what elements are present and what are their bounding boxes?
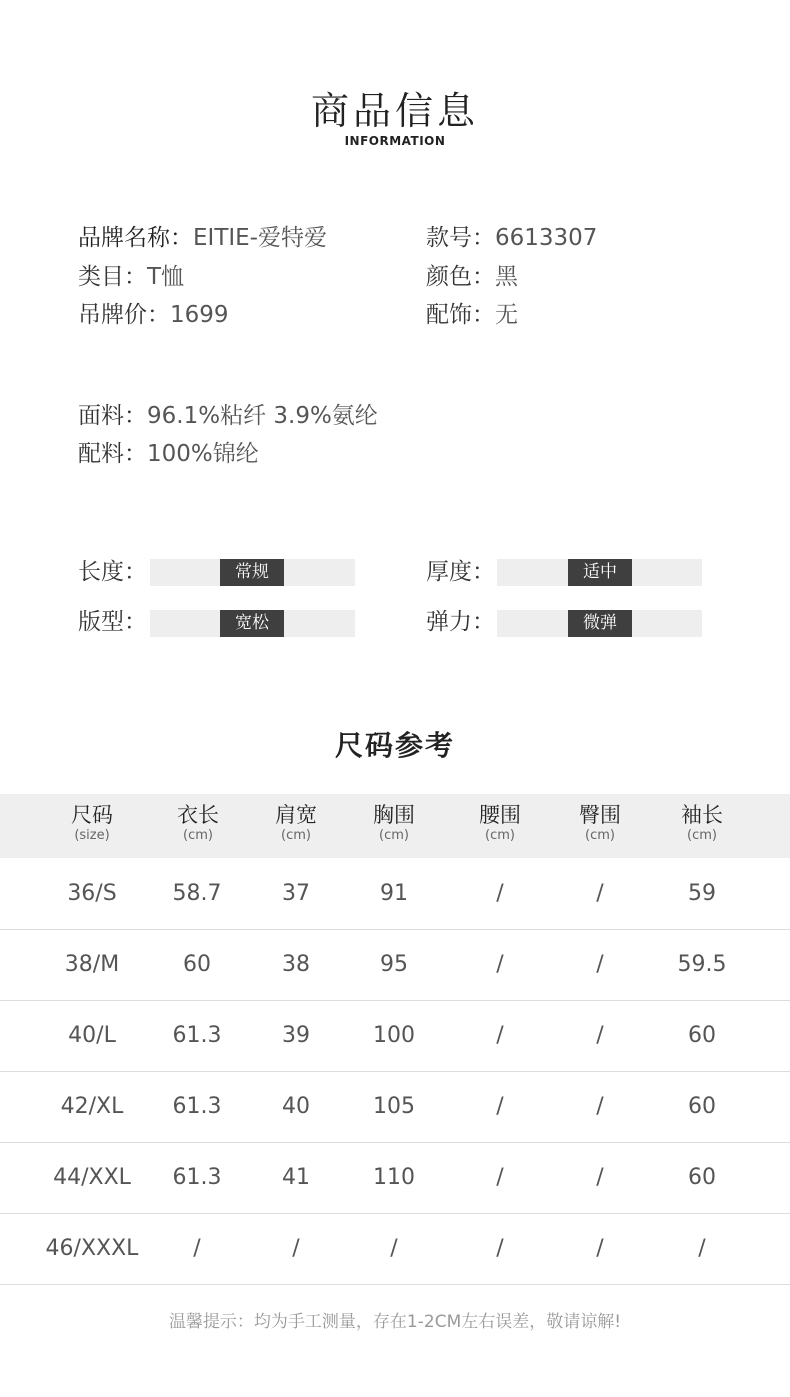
cell-length: 61.3: [172, 1023, 222, 1048]
sku-value: 6613307: [495, 225, 598, 251]
cell-size: 36/S: [67, 881, 117, 906]
cell-size: 42/XL: [60, 1094, 124, 1119]
thickness-scale: [497, 559, 702, 586]
cell-sleeve: 60: [688, 1023, 716, 1048]
cell-size: 38/M: [64, 952, 120, 977]
brand-value: EITIE-爱特爱: [193, 225, 327, 251]
color-info: [426, 262, 518, 292]
col-shoulder-name: 肩宽: [275, 803, 317, 827]
length-value: 常规: [220, 559, 284, 586]
cell-chest: 91: [380, 881, 408, 906]
cell-size: 40/L: [68, 1023, 116, 1048]
col-chest-name: 胸围: [373, 803, 415, 827]
category-label: 类目：: [78, 264, 147, 290]
size-chart-title: 尺码参考: [334, 729, 455, 762]
sku-label: 款号：: [426, 225, 495, 251]
lining-label: 配料：: [78, 441, 147, 467]
cell-size: 44/XXL: [53, 1165, 131, 1190]
cell-chest: 110: [373, 1165, 415, 1190]
cell-sleeve: 60: [688, 1165, 716, 1190]
cell-shoulder: /: [292, 1236, 300, 1261]
col-shoulder: [246, 802, 346, 844]
page-subtitle: INFORMATION: [344, 134, 446, 148]
price-value: 1699: [170, 302, 229, 328]
col-hip-name: 臀围: [579, 803, 621, 827]
table-row: [0, 930, 790, 1001]
length-label: 长度：: [78, 559, 147, 585]
cell-shoulder: 37: [282, 881, 310, 906]
accessory-value: 无: [495, 302, 518, 328]
cell-waist: /: [496, 1165, 504, 1190]
cell-hip: /: [596, 1236, 604, 1261]
table-row: [0, 1214, 790, 1285]
page-title: 商品信息: [310, 89, 479, 133]
cell-waist: /: [496, 952, 504, 977]
table-row: [0, 1143, 790, 1214]
col-sleeve-unit: (cm): [687, 828, 717, 843]
cell-size: 46/XXXL: [45, 1236, 139, 1261]
cell-sleeve: 60: [688, 1094, 716, 1119]
price-info: [78, 300, 229, 330]
cell-hip: /: [596, 1094, 604, 1119]
table-row: [0, 1001, 790, 1072]
cell-waist: /: [496, 1236, 504, 1261]
col-waist-unit: (cm): [485, 828, 515, 843]
elasticity-scale: [497, 610, 702, 637]
lining-info: [78, 439, 259, 469]
measurement-note: 温馨提示：均为手工测量，存在1-2CM左右误差，敬请谅解!: [168, 1312, 622, 1332]
lining-value: 100%锦纶: [147, 441, 259, 467]
cell-length: /: [193, 1236, 201, 1261]
fit-scale: [150, 610, 355, 637]
length-scale: [150, 559, 355, 586]
col-length: [148, 802, 248, 844]
price-label: 吊牌价：: [78, 302, 170, 328]
col-hip: [550, 802, 650, 844]
brand-label: 品牌名称：: [78, 225, 193, 251]
accessory-info: [426, 300, 518, 330]
col-sleeve: [652, 802, 752, 844]
cell-hip: /: [596, 1023, 604, 1048]
fabric-value: 96.1%粘纤 3.9%氨纶: [147, 403, 378, 429]
category-info: [78, 262, 184, 292]
cell-length: 61.3: [172, 1094, 222, 1119]
fabric-info: [78, 401, 378, 431]
col-size: [42, 802, 142, 844]
col-size-unit: (size): [74, 828, 110, 843]
cell-chest: 100: [373, 1023, 415, 1048]
sku-info: [426, 223, 597, 253]
col-hip-unit: (cm): [585, 828, 615, 843]
table-row: [0, 1072, 790, 1143]
fit-value: 宽松: [220, 610, 284, 637]
cell-length: 61.3: [172, 1165, 222, 1190]
cell-sleeve: 59: [688, 881, 716, 906]
fit-label: 版型：: [78, 609, 147, 635]
cell-chest: 105: [373, 1094, 415, 1119]
cell-shoulder: 41: [282, 1165, 310, 1190]
category-value: T恤: [147, 264, 185, 290]
col-waist-name: 腰围: [479, 803, 521, 827]
cell-length: 60: [183, 952, 211, 977]
cell-chest: 95: [380, 952, 408, 977]
table-row: [0, 859, 790, 930]
cell-waist: /: [496, 1094, 504, 1119]
cell-length: 58.7: [172, 881, 222, 906]
accessory-label: 配饰：: [426, 302, 495, 328]
color-value: 黑: [495, 264, 518, 290]
cell-shoulder: 40: [282, 1094, 310, 1119]
col-size-name: 尺码: [71, 803, 113, 827]
cell-shoulder: 38: [282, 952, 310, 977]
section-header: [0, 88, 790, 148]
col-sleeve-name: 袖长: [681, 803, 723, 827]
col-chest-unit: (cm): [379, 828, 409, 843]
cell-hip: /: [596, 881, 604, 906]
cell-sleeve: /: [698, 1236, 706, 1261]
size-table-header: [0, 794, 790, 858]
elasticity-label: 弹力：: [426, 609, 495, 635]
cell-chest: /: [390, 1236, 398, 1261]
thickness-label: 厚度：: [426, 559, 495, 585]
cell-waist: /: [496, 881, 504, 906]
brand-info: [78, 223, 327, 253]
fabric-label: 面料：: [78, 403, 147, 429]
col-shoulder-unit: (cm): [281, 828, 311, 843]
color-label: 颜色：: [426, 264, 495, 290]
elasticity-value: 微弹: [568, 610, 632, 637]
cell-sleeve: 59.5: [677, 952, 727, 977]
cell-hip: /: [596, 1165, 604, 1190]
cell-waist: /: [496, 1023, 504, 1048]
col-length-unit: (cm): [183, 828, 213, 843]
cell-shoulder: 39: [282, 1023, 310, 1048]
col-length-name: 衣长: [177, 803, 219, 827]
col-chest: [344, 802, 444, 844]
thickness-value: 适中: [568, 559, 632, 586]
col-waist: [450, 802, 550, 844]
cell-hip: /: [596, 952, 604, 977]
